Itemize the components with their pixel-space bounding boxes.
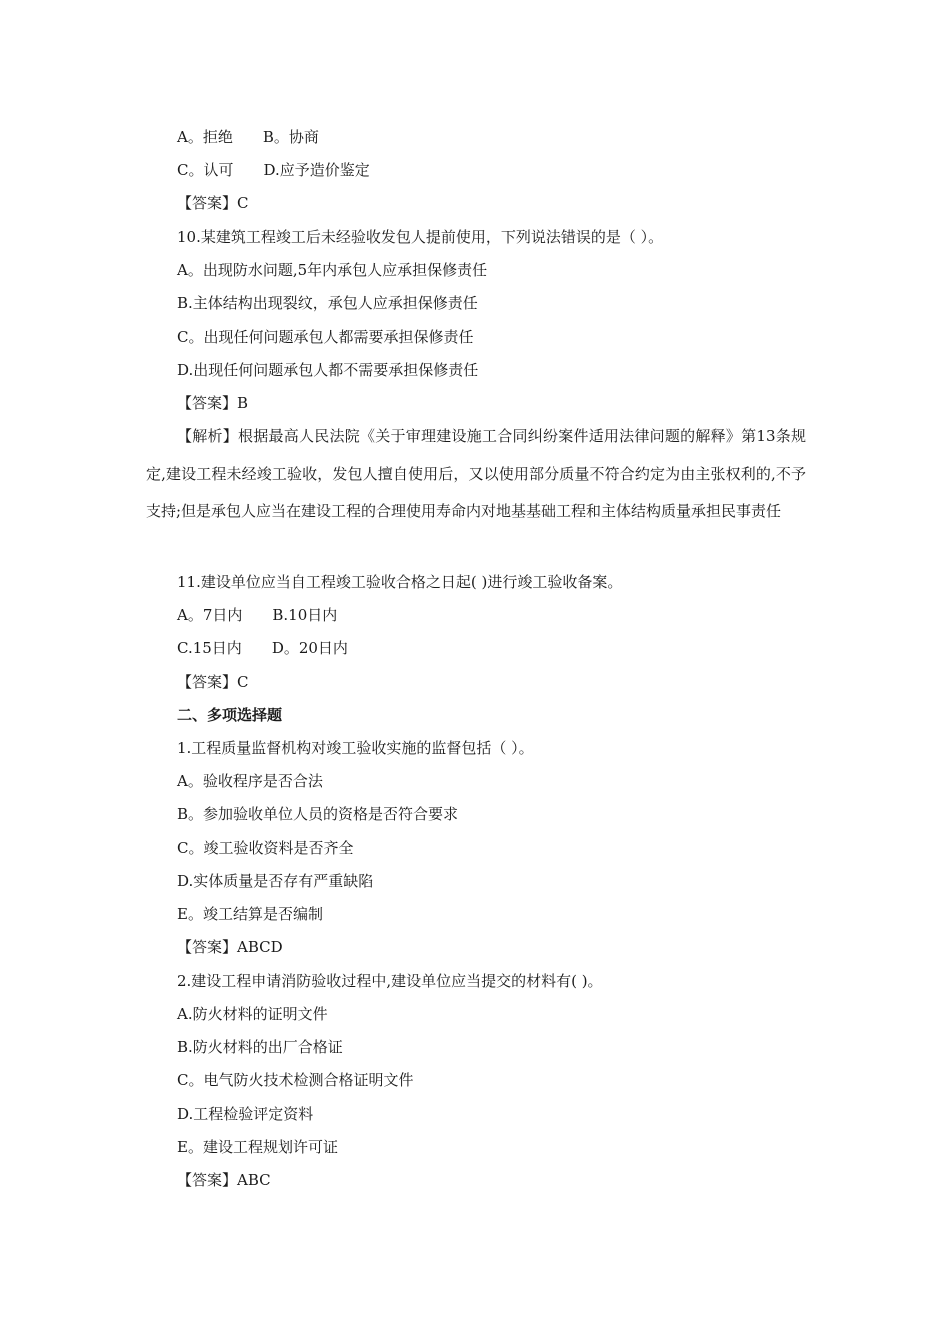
option-line bbox=[177, 160, 370, 180]
option-line: A.防火材料的证明文件 bbox=[177, 1005, 328, 1023]
option-line: D.工程检验评定资料 bbox=[177, 1105, 314, 1123]
option-c: C。认可 bbox=[177, 161, 234, 179]
option-line: B。参加验收单位人员的资格是否符合要求 bbox=[177, 805, 459, 823]
answer-line: 【答案】C bbox=[177, 194, 249, 212]
option-a: A。拒绝 bbox=[177, 128, 233, 146]
option-b: B.10日内 bbox=[272, 606, 338, 624]
option-line: C。出现任何问题承包人都需要承担保修责任 bbox=[177, 328, 474, 346]
analysis-paragraph: 【解析】根据最高人民法院《关于审理建设施工合同纠纷案件适用法律问题的解释》第13条规定,建设工程未经竣工验收，发包人擅自使用后，又以使用部分质量不符合约定为由主张权利的,不予支持;但是承包人应当在建设工程的合理使用寿命内对地基基础工程和主体结构质量承担民事责任 bbox=[146, 427, 806, 520]
option-line bbox=[177, 638, 348, 658]
section-heading: 二、多项选择题 bbox=[177, 706, 283, 724]
option-d: D.应予造价鉴定 bbox=[263, 161, 370, 179]
question-10: 10.某建筑工程竣工后未经验收发包人提前使用，下列说法错误的是（ ）。 bbox=[177, 228, 664, 246]
option-line: D.出现任何问题承包人都不需要承担保修责任 bbox=[177, 361, 479, 379]
option-line: D.实体质量是否存有严重缺陷 bbox=[177, 872, 374, 890]
option-line bbox=[177, 605, 337, 625]
answer-line: 【答案】C bbox=[177, 673, 249, 691]
option-a: A。7日内 bbox=[177, 606, 243, 624]
option-c: C.15日内 bbox=[177, 639, 242, 657]
option-line: C。竣工验收资料是否齐全 bbox=[177, 839, 354, 857]
question-m1: 1.工程质量监督机构对竣工验收实施的监督包括（ ）。 bbox=[177, 739, 534, 757]
option-line: A。出现防水问题,5年内承包人应承担保修责任 bbox=[177, 261, 488, 279]
answer-line: 【答案】ABCD bbox=[177, 938, 283, 956]
question-m2: 2.建设工程申请消防验收过程中,建设单位应当提交的材料有( )。 bbox=[177, 972, 603, 990]
option-line: A。验收程序是否合法 bbox=[177, 772, 323, 790]
option-line bbox=[177, 127, 319, 147]
option-line: B.主体结构出现裂纹，承包人应承担保修责任 bbox=[177, 294, 478, 312]
option-d: D。20日内 bbox=[271, 639, 348, 657]
option-line: E。建设工程规划许可证 bbox=[177, 1138, 338, 1156]
option-line: B.防火材料的出厂合格证 bbox=[177, 1038, 343, 1056]
option-b: B。协商 bbox=[262, 128, 319, 146]
option-line: E。竣工结算是否编制 bbox=[177, 905, 323, 923]
question-11: 11.建设单位应当自工程竣工验收合格之日起( )进行竣工验收备案。 bbox=[177, 573, 623, 591]
answer-line: 【答案】ABC bbox=[177, 1171, 271, 1189]
answer-line: 【答案】B bbox=[177, 394, 249, 412]
option-line: C。电气防火技术检测合格证明文件 bbox=[177, 1071, 414, 1089]
